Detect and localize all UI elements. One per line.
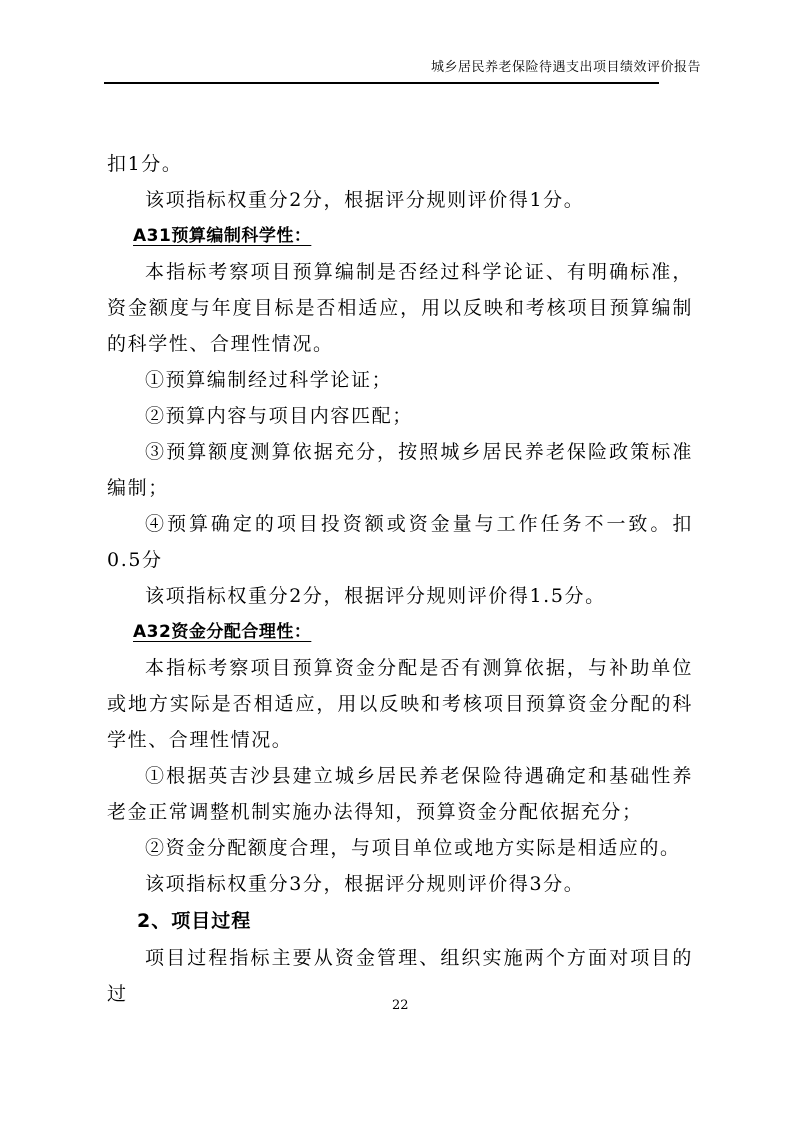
list-item-a31-2: ②预算内容与项目内容匹配； (145, 405, 413, 427)
list-item-a31-1: ①预算编制经过科学论证； (145, 369, 393, 391)
list-item-a31-4: ④预算确定的项目投资额或资金量与工作任务不一致。扣0.5分 (107, 513, 693, 571)
document-header-title: 城乡居民养老保险待遇支出项目绩效评价报告 (430, 60, 701, 75)
list-item-a31-3: ③预算额度测算依据充分，按照城乡居民养老保险政策标准编制； (107, 441, 693, 499)
header-divider (104, 82, 659, 84)
paragraph-score-summary-3: 该项指标权重分3分，根据评分规则评价得3分。 (145, 873, 585, 895)
subheading-a31: A31预算编制科学性： (133, 226, 312, 246)
list-item-a32-1: ①根据英吉沙县建立城乡居民养老保险待遇确定和基础性养老金正常调整机制实施办法得知，预算资金分配依据充分； (107, 765, 693, 823)
list-item-a32-2: ②资金分配额度合理，与项目单位或地方实际是相适应的。 (145, 837, 681, 859)
section-heading-project-process: 2、项目过程 (137, 910, 252, 932)
paragraph-a32-description: 本指标考察项目预算资金分配是否有测算依据，与补助单位或地方实际是否相适应，用以反映和考核项目预算资金分配的科学性、合理性情况。 (107, 657, 693, 751)
paragraph-project-process-intro: 项目过程指标主要从资金管理、组织实施两个方面对项目的过 (107, 947, 693, 1005)
page-body (107, 146, 693, 1012)
page-number: 22 (392, 998, 409, 1013)
paragraph-score-summary-1: 该项指标权重分2分，根据评分规则评价得1分。 (145, 189, 585, 211)
paragraph-a31-description: 本指标考察项目预算编制是否经过科学论证、有明确标准，资金额度与年度目标是否相适应，用以反映和考核项目预算编制的科学性、合理性情况。 (107, 261, 693, 355)
paragraph-score-summary-2: 该项指标权重分2分，根据评分规则评价得1.5分。 (145, 585, 606, 607)
subheading-a32: A32资金分配合理性： (133, 622, 312, 642)
paragraph-continuation: 扣1分。 (107, 153, 183, 175)
